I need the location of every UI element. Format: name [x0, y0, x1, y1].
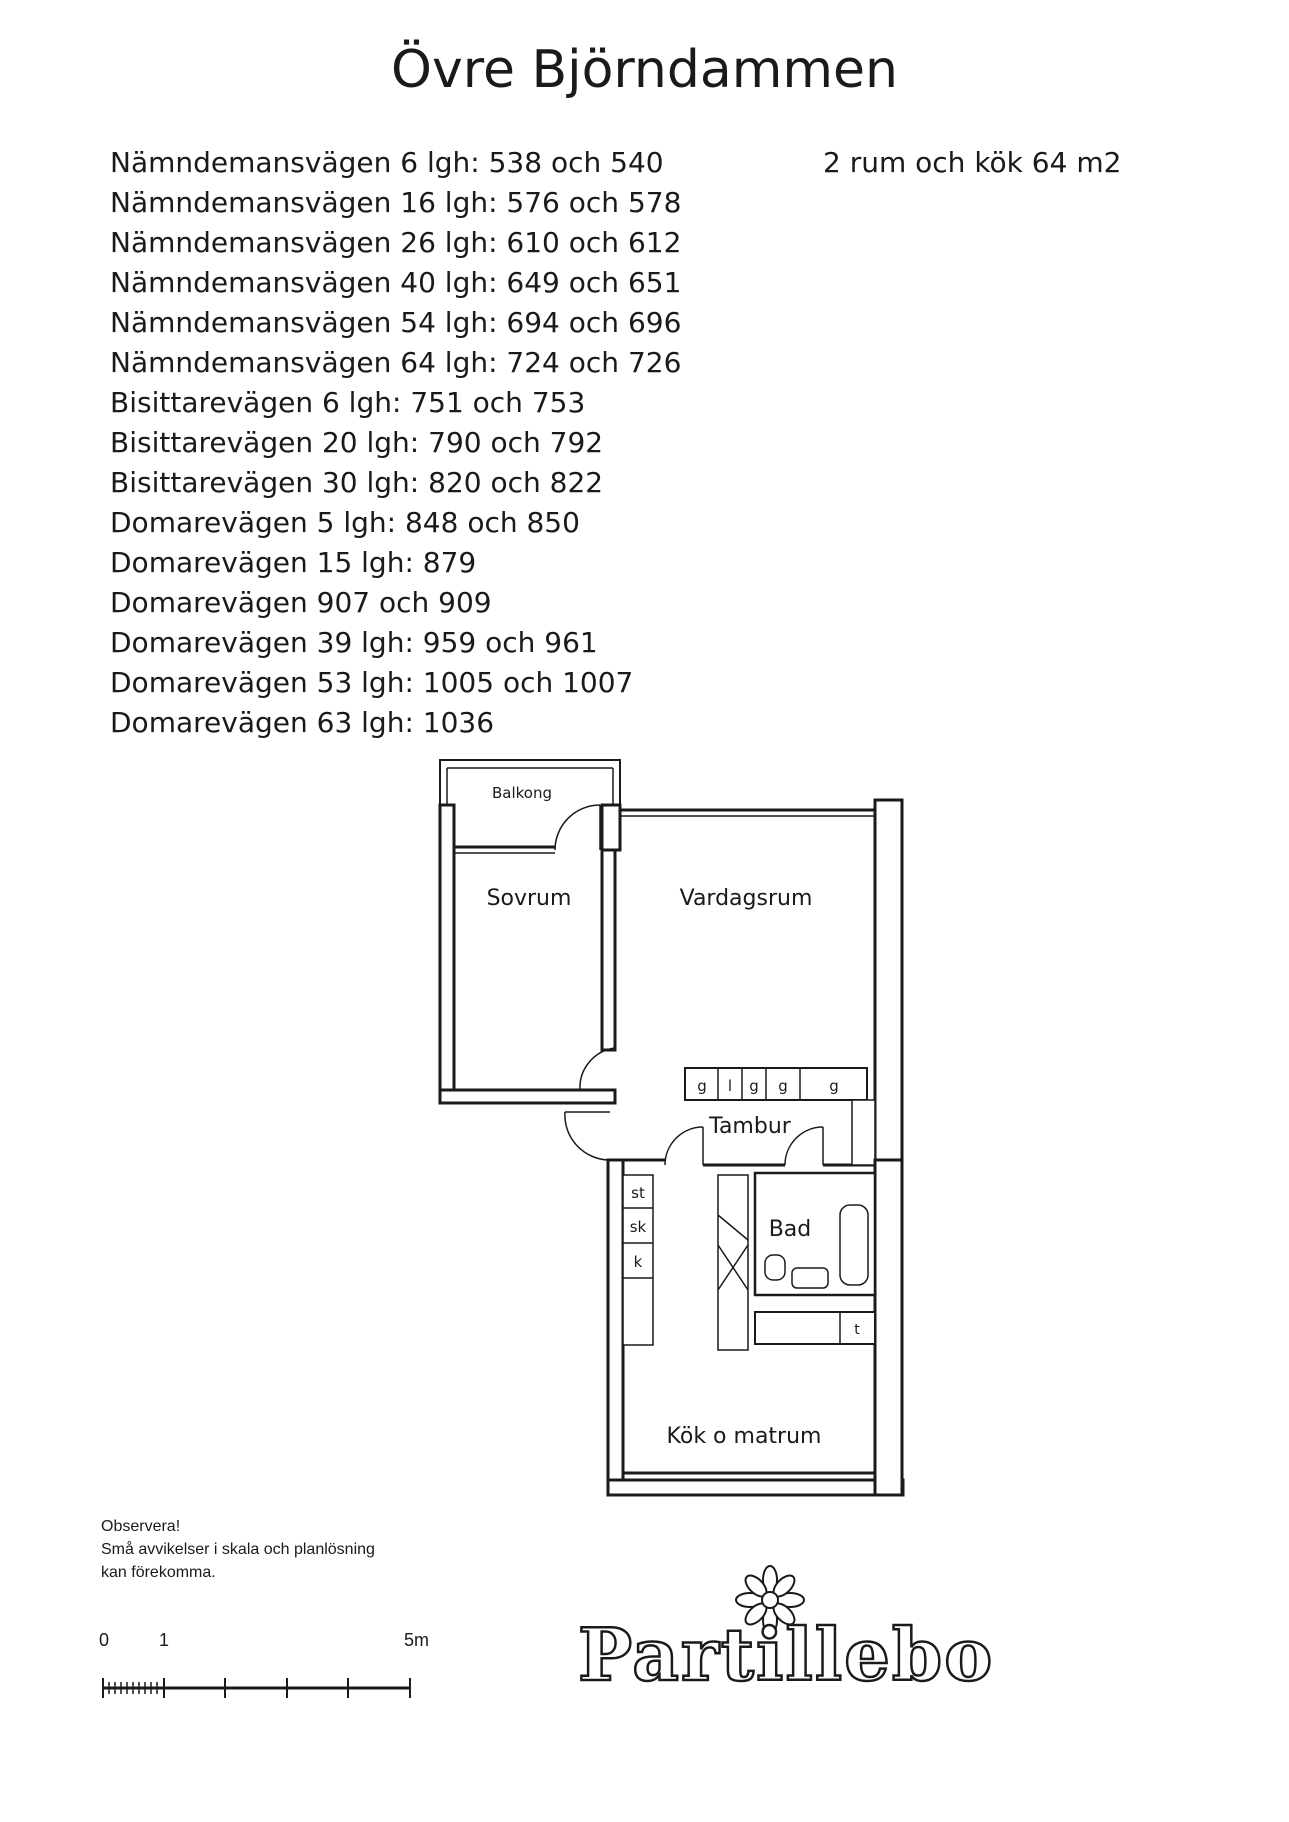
bathroom-walls — [755, 1173, 875, 1344]
note-heading: Observera! — [101, 1518, 181, 1535]
page-title: Övre Björndammen — [391, 40, 898, 100]
closet-label: g — [778, 1077, 788, 1095]
scale-label-zero: 0 — [99, 1630, 110, 1650]
address-item: Domarevägen 63 lgh: 1036 — [110, 706, 495, 739]
address-item: Nämndemansvägen 64 lgh: 724 och 726 — [110, 346, 682, 379]
room-label-hall: Tambur — [709, 1114, 791, 1139]
address-item: Nämndemansvägen 26 lgh: 610 och 612 — [110, 226, 682, 259]
note-line: kan förekomma. — [101, 1564, 216, 1581]
room-label-balcony: Balkong — [491, 784, 553, 802]
address-item: Nämndemansvägen 54 lgh: 694 och 696 — [110, 306, 682, 339]
disclaimer-note — [101, 1515, 375, 1584]
entrance-door — [565, 1112, 610, 1160]
closet-label: l — [727, 1077, 733, 1095]
room-label-bedroom: Sovrum — [486, 886, 572, 911]
closet-row — [685, 1068, 867, 1100]
room-label-living-room: Vardagsrum — [679, 886, 813, 911]
address-item: Bisittarevägen 20 lgh: 790 och 792 — [110, 426, 604, 459]
closet-label: g — [829, 1077, 839, 1095]
kitchen-unit-label: k — [633, 1253, 643, 1271]
address-item: Domarevägen 15 lgh: 879 — [110, 546, 477, 579]
address-item: Bisittarevägen 6 lgh: 751 och 753 — [110, 386, 586, 419]
scale-label-five: 5m — [404, 1630, 430, 1650]
logo-text: Partillebo — [578, 1612, 995, 1697]
address-item: Nämndemansvägen 16 lgh: 576 och 578 — [110, 186, 682, 219]
scale-label-one: 1 — [159, 1630, 170, 1650]
room-label-bathroom: Bad — [768, 1217, 812, 1242]
bedroom-door — [580, 1048, 615, 1090]
kitchen-unit-label: sk — [629, 1218, 647, 1236]
note-line: Små avvikelser i skala och planlösning — [101, 1541, 375, 1558]
scale-bar — [103, 1678, 410, 1698]
partillebo-logo — [570, 1560, 1050, 1700]
closet-label: g — [697, 1077, 707, 1095]
apartment-size: 2 rum och kök 64 m2 — [823, 146, 1122, 179]
address-item: Domarevägen 907 och 909 — [110, 586, 492, 619]
address-item: Bisittarevägen 30 lgh: 820 och 822 — [110, 466, 604, 499]
bath-unit-label: t — [854, 1322, 860, 1338]
address-item: Nämndemansvägen 6 lgh: 538 och 540 — [110, 146, 664, 179]
kitchen-unit-label: st — [631, 1184, 645, 1202]
address-item: Domarevägen 53 lgh: 1005 och 1007 — [110, 666, 634, 699]
address-item: Nämndemansvägen 40 lgh: 649 och 651 — [110, 266, 682, 299]
address-item: Domarevägen 39 lgh: 959 och 961 — [110, 626, 598, 659]
room-label-kitchen: Kök o matrum — [666, 1424, 822, 1449]
balcony-door — [555, 805, 600, 850]
closet-label: g — [749, 1077, 759, 1095]
bedroom-walls — [440, 805, 615, 1103]
address-item: Domarevägen 5 lgh: 848 och 850 — [110, 506, 580, 539]
